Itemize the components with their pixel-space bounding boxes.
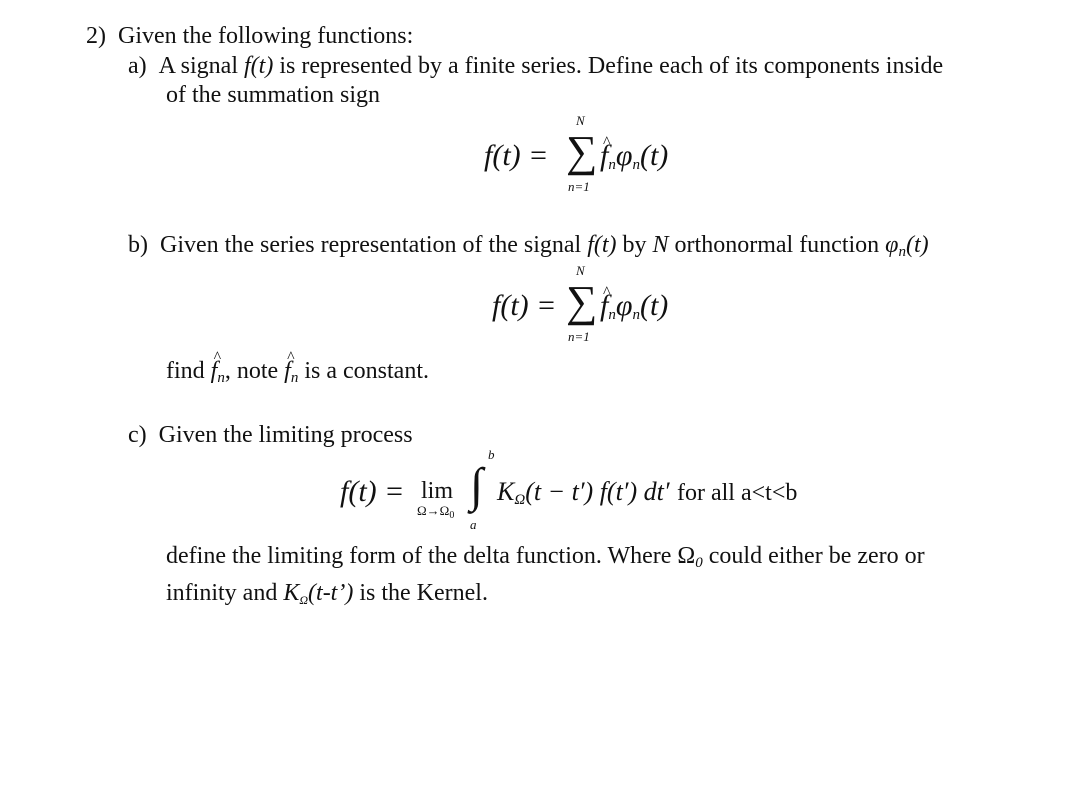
part-b-line-1 [128,231,929,266]
part-c-line-2-post: could either be zero or [702,543,925,569]
part-b-find-line [166,357,429,392]
part-b-phi-sub: n [898,244,906,260]
part-a-eq-lhs: f(t) = [484,139,549,172]
part-a-eq-rhs [600,139,668,182]
part-b-find-fhat: ^ f [211,357,218,385]
part-b-mid: by [616,232,653,258]
part-c-eq-lhs: f(t) = [340,475,405,508]
part-c-line-3 [166,579,488,614]
part-a-sum-upper: N [576,113,585,128]
part-c-lim: lim [421,478,454,504]
part-b-equation [492,264,712,354]
part-c-line-1-text: Given the limiting process [158,422,413,448]
part-c-integrand [497,475,670,517]
part-c-integral-icon: ∫ [470,459,484,512]
part-b-find-post: is a constant. [298,358,429,384]
part-c-omega: Ω [677,543,696,569]
part-a-label: a) [128,53,147,79]
question-number: 2) [86,23,106,49]
part-c-line-2 [166,542,925,577]
part-b-eq-rhs [600,289,668,332]
question-intro: Given the following functions: [118,23,414,49]
question-heading [86,22,413,50]
part-a-func: f(t) [244,53,274,79]
part-a-line-1 [128,52,943,80]
part-c-line-3-K-sub: Ω [299,593,309,607]
part-b-find-mid: , note [224,358,285,384]
part-b-fhat-sub: n [608,307,616,323]
part-c-int-upper: b [488,447,495,462]
part-b-sum-upper: N [576,263,585,278]
part-a-text-post: is represented by a finite series. Define each of its components inside [273,53,944,79]
part-b-sum-lower: n=1 [568,329,590,344]
part-c-lim-sub-0: 0 [449,510,455,521]
part-a-fhat: ^ f [600,139,608,173]
part-b-note-sub: n [290,370,299,386]
part-c-integrand-rest: (t − t′) f(t′) dt′ [525,477,670,506]
part-c-int-lower: a [470,517,477,532]
part-b-find-pre: find [166,358,211,384]
part-c-equation [340,448,900,532]
part-b-label: b) [128,232,148,258]
part-b-func: f(t) [587,232,617,258]
part-a-equation [484,114,704,204]
part-c-line-3-post: is the Kernel. [353,580,488,606]
part-b-N: N [652,232,669,258]
part-c-line-1 [128,421,413,449]
part-c-line-2-pre: define the limiting form of the delta function. Where [166,543,678,569]
part-b-text-post: orthonormal function [668,232,886,258]
part-c-label: c) [128,422,147,448]
part-a-text: A signal [158,53,244,79]
part-b-find-sub: n [217,370,225,386]
part-c-condition: for all a<t<b [677,480,798,506]
part-b-fhat: ^ f [600,289,608,323]
part-b-phi-eq: φ [615,289,633,322]
part-a-phi-sub: n [632,157,640,173]
part-a-sigma-icon: ∑ [566,127,598,176]
part-c-line-3-arg: (t-t’) [308,580,354,606]
part-c-omega-sub: 0 [695,555,703,571]
part-a-sum-lower: n=1 [568,179,590,194]
part-b-phi-eq-sub: n [632,307,640,323]
part-b-phi-arg: (t) [905,232,929,258]
part-b-note-fhat: ^ f [284,357,291,385]
part-c-K-sub: Ω [514,492,526,508]
part-a-phi: φ [615,139,633,172]
part-b-phi: φ [885,232,899,258]
part-c-line-3-pre: infinity and [166,580,284,606]
part-c-lim-sub-text: Ω→Ω [417,503,450,518]
part-b-sigma-icon: ∑ [566,277,598,326]
part-b-text: Given the series representation of the signal [160,232,588,258]
part-c-lim-sub [417,504,454,523]
part-c-line-3-K: K [283,580,300,606]
part-c-K: K [497,477,515,506]
part-a-line-2 [166,81,380,109]
part-a-arg: (t) [639,139,669,172]
part-a-fhat-sub: n [608,157,616,173]
part-a-line-2-text: of the summation sign [166,82,380,108]
part-b-eq-lhs: f(t) = [492,289,557,322]
part-b-arg: (t) [639,289,669,322]
